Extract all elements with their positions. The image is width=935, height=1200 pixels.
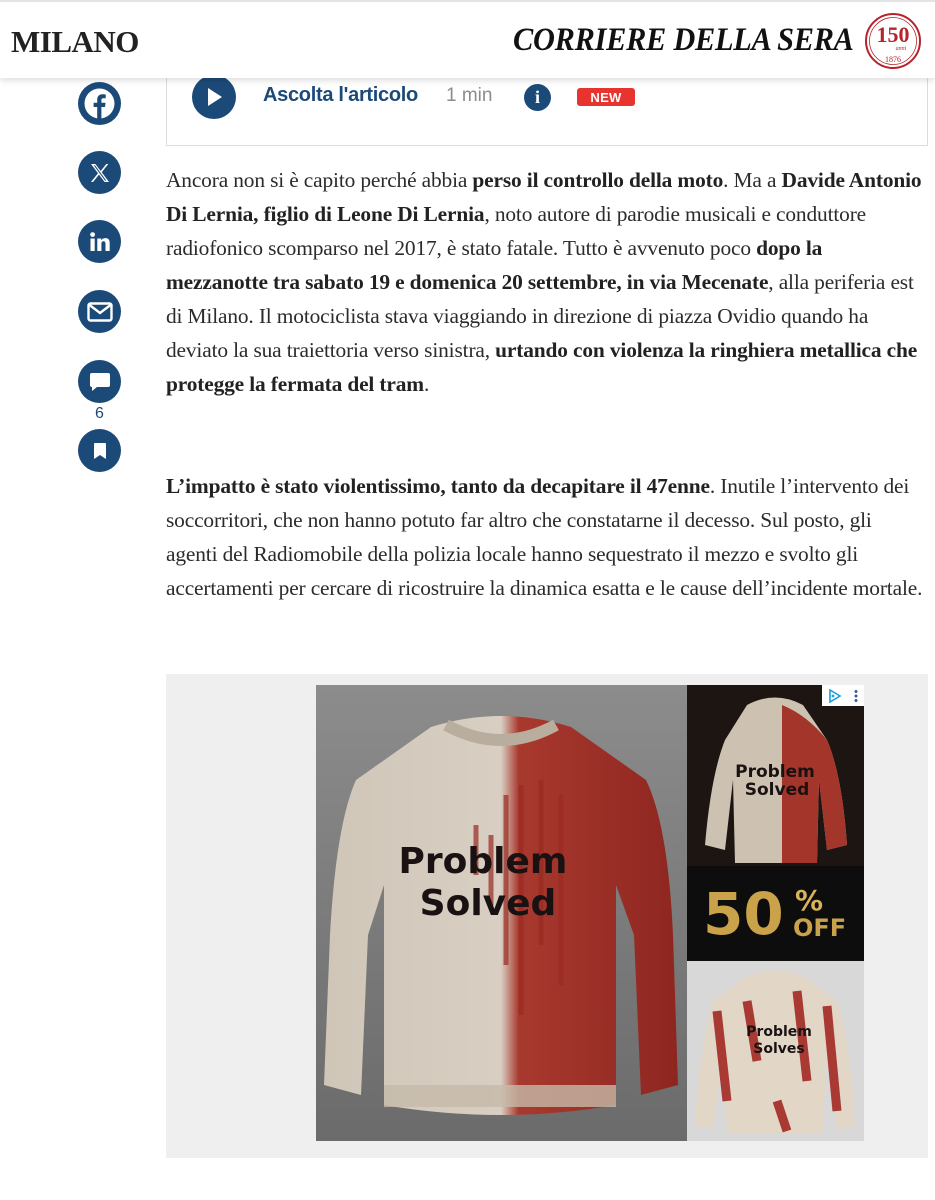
section-name[interactable]: MILANO [11,24,139,59]
text-run: . Inutile l’intervento dei soccorritori, che non hanno potuto far altro che constatarne il decesso. Sul posto, gli agenti del Radiomobile della polizia locale hanno sequestrato il mezzo e svolto gli accertamenti per cercare di ricostruire la dinamica esatta e le cause dell’incidente mortale. [166,474,923,600]
bold-text-run: perso il controllo della moto [472,168,724,192]
anniversary-badge [864,12,922,70]
ad-thumb-hoodie[interactable] [687,685,864,866]
bold-text-run: Davide Antonio Di Lernia, figlio di Leone Di Lernia [166,168,922,226]
article-paragraph-1 [166,163,926,401]
bold-text-run: dopo la mezzanotte tra sabato 19 e domenica 20 settembre, in via Mecenate [166,236,823,294]
mail-icon [87,302,113,322]
share-facebook-button[interactable] [78,82,121,125]
article-paragraph-2 [166,469,926,605]
hoodie-image [687,685,864,866]
ad-thumb-longsleeve[interactable] [687,961,864,1141]
text-run: . [423,372,430,396]
text-run: , alla periferia est di Milano. Il motociclista stava viaggiando in direzione di piazza Ovidio quando ha deviato la sua traiettoria verso sinistra, [166,270,914,362]
anniversary-number: 150 [876,22,910,47]
masthead-logo[interactable]: CORRIERE DELLA SERA [513,22,854,58]
ad-main-image[interactable] [316,685,687,1141]
ad-thumb1-text-1: Problem [735,762,815,782]
advertisement[interactable] [166,674,928,1158]
share-x-button[interactable] [78,151,121,194]
bookmark-button[interactable] [78,429,121,472]
bookmark-icon [93,442,107,460]
comments-button[interactable] [78,360,121,403]
play-button[interactable] [192,75,236,119]
ad-choices-button[interactable] [822,685,864,706]
linkedin-icon [88,230,112,254]
discount-percent: % [795,884,824,917]
listen-duration: 1 min [446,85,493,106]
facebook-icon [78,82,121,125]
anniversary-label: anni [895,46,907,52]
play-icon [205,87,223,107]
bold-text-run: urtando con violenza la ringhiera metallica che protegge la fermata del tram [166,338,918,396]
ad-thumb3-text-1: Problem [746,1024,812,1040]
longsleeve-image [687,961,864,1141]
ad-thumb3-text-2: Solves [753,1041,805,1057]
anniversary-year: 1876 [885,55,901,64]
discount-number: 50 [703,880,784,948]
comment-icon [88,371,112,393]
discount-off: OFF [793,914,847,942]
ad-discount-banner[interactable] [687,866,864,961]
info-icon[interactable]: i [524,84,551,111]
ad-thumb1-text-2: Solved [744,780,810,800]
x-icon [88,161,112,185]
text-run: . Ma a [723,168,782,192]
listen-label[interactable]: Ascolta l'articolo [263,84,418,106]
next-link-partial[interactable] [166,1188,466,1200]
sweater-image [316,685,687,1141]
ad-main-text-1: Problem [398,841,568,882]
site-header [0,0,935,78]
new-badge: NEW [577,88,635,106]
text-run: , noto autore di parodie musicali e conduttore radiofonico scomparso nel 2017, è stato fatale. Tutto è avvenuto poco [166,202,867,260]
comment-count: 6 [95,405,104,422]
share-linkedin-button[interactable] [78,220,121,263]
share-email-button[interactable] [78,290,121,333]
ad-main-text-2: Solved [419,883,557,924]
bold-text-run: L’impatto è stato violentissimo, tanto da decapitare il 47enne [166,474,710,498]
discount-graphic [687,866,864,961]
adchoices-icon [828,689,842,703]
text-run: Ancora non si è capito perché abbia [166,168,473,192]
more-options-icon [854,689,858,703]
